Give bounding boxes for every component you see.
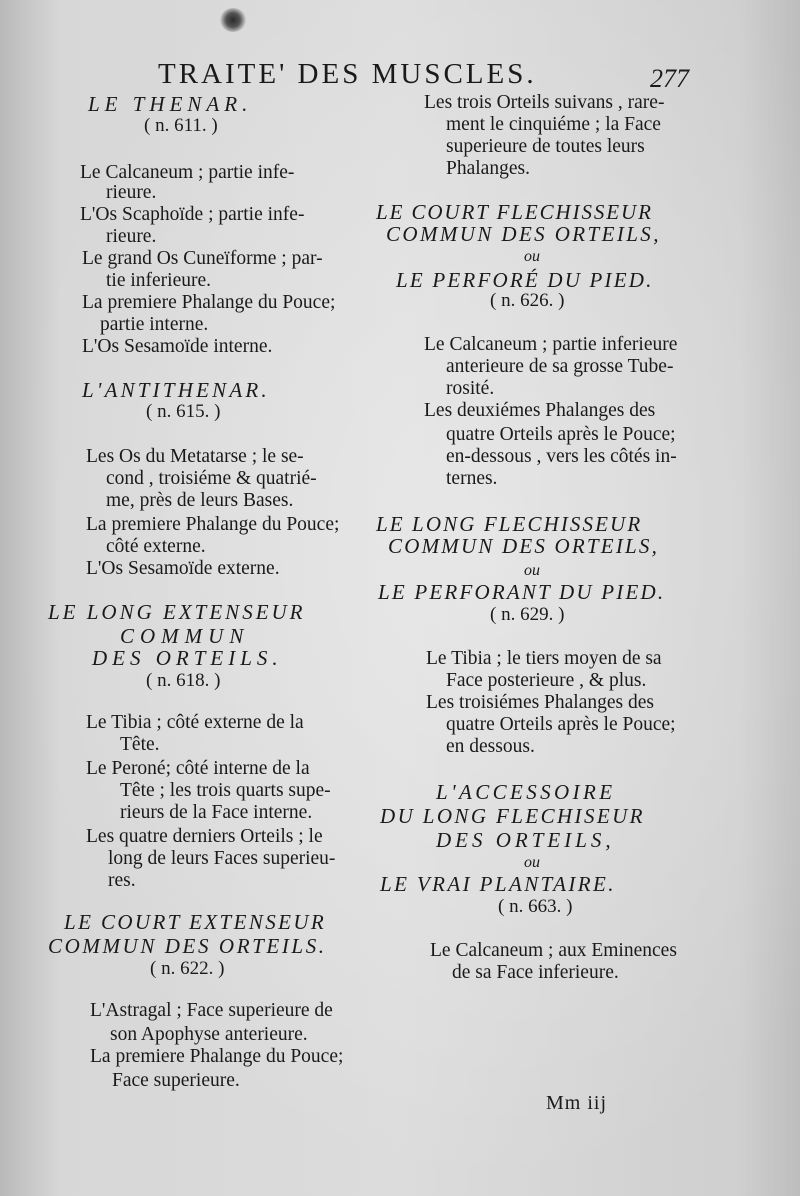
text-line: en-dessous , vers les côtés in- [446, 446, 677, 467]
section-alt-heading: LE PERFORÉ DU PIED. [396, 268, 654, 292]
text-line: ternes. [446, 468, 498, 489]
text-line: rieurs de la Face interne. [120, 802, 313, 823]
text-line: Les deuxiémes Phalanges des [424, 400, 656, 421]
section-heading-thenar: LE THENAR. [88, 92, 253, 116]
text-line: res. [108, 870, 136, 891]
text-line: La premiere Phalange du Pouce; [86, 514, 340, 535]
text-line: L'Os Sesamoïde interne. [82, 336, 273, 357]
text-line: La premiere Phalange du Pouce; [82, 292, 336, 313]
text-line: Les quatre derniers Orteils ; le [86, 826, 323, 847]
section-heading-line: COMMUN DES ORTEILS. [48, 934, 327, 958]
text-line: quatre Orteils après le Pouce; [446, 424, 676, 445]
text-line: Face posterieure , & plus. [446, 670, 647, 691]
text-line: son Apophyse anterieure. [110, 1024, 308, 1045]
text-line: long de leurs Faces superieu- [108, 848, 336, 869]
text-line: en dessous. [446, 736, 535, 757]
signature-mark: Mm iij [546, 1092, 608, 1114]
ou-connector: ou [524, 854, 540, 871]
text-line: Phalanges. [446, 158, 530, 179]
text-line: Tête. [120, 734, 160, 755]
ou-connector: ou [524, 248, 540, 265]
section-heading-line: COMMUN DES ORTEILS, [386, 222, 661, 246]
running-head: TRAITE' DES MUSCLES. [158, 58, 537, 90]
text-line: Le Peroné; côté interne de la [86, 758, 310, 779]
text-line: rieure. [106, 226, 157, 247]
section-heading-court-flechisseur: LE COURT FLECHISSEUR [376, 200, 653, 224]
ink-blot [220, 8, 246, 32]
section-heading-line: DES ORTEILS, [436, 828, 615, 852]
reference-number: ( n. 629. ) [490, 604, 565, 625]
section-alt-heading: LE PERFORANT DU PIED. [378, 580, 666, 604]
section-heading-long-flechisseur: LE LONG FLECHISSEUR [376, 512, 643, 536]
text-line: ment le cinquiéme ; la Face [446, 114, 661, 135]
text-line: L'Os Scaphoïde ; partie infe- [80, 204, 305, 225]
text-line: L'Os Sesamoïde externe. [86, 558, 280, 579]
reference-number: ( n. 663. ) [498, 896, 573, 917]
text-line: Les trois Orteils suivans , rare- [424, 92, 665, 113]
section-heading-line: COMMUN DES ORTEILS, [388, 534, 660, 558]
text-line: Le Calcaneum ; partie inferieure [424, 334, 678, 355]
section-heading-court-extenseur: LE COURT EXTENSEUR [64, 910, 327, 934]
text-line: anterieure de sa grosse Tube- [446, 356, 674, 377]
text-line: rieure. [106, 182, 157, 203]
text-line: partie interne. [100, 314, 209, 335]
section-heading-accessoire: L'ACCESSOIRE [436, 780, 616, 804]
reference-number: ( n. 626. ) [490, 290, 565, 311]
reference-number: ( n. 611. ) [144, 115, 218, 136]
text-line: La premiere Phalange du Pouce; [90, 1046, 344, 1067]
page-number: 277 [650, 64, 689, 93]
section-alt-heading: LE VRAI PLANTAIRE. [380, 872, 616, 896]
text-line: Le Calcaneum ; partie infe- [80, 162, 295, 183]
ou-connector: ou [524, 562, 540, 579]
text-line: Le Tibia ; côté externe de la [86, 712, 304, 733]
text-line: Le Calcaneum ; aux Eminences [430, 940, 677, 961]
text-line: tie inferieure. [106, 270, 212, 291]
text-line: cond , troisiéme & quatrié- [106, 468, 317, 489]
text-line: Les Os du Metatarse ; le se- [86, 446, 304, 467]
text-line: me, près de leurs Bases. [106, 490, 294, 511]
text-line: Le grand Os Cuneïforme ; par- [82, 248, 323, 269]
section-heading-line: COMMUN [120, 624, 250, 648]
section-heading-line: DES ORTEILS. [92, 646, 283, 670]
text-line: Le Tibia ; le tiers moyen de sa [426, 648, 662, 669]
section-heading-antithenar: L'ANTITHENAR. [82, 378, 270, 402]
section-heading-line: DU LONG FLECHISEUR [380, 804, 645, 828]
section-heading-long-extenseur: LE LONG EXTENSEUR [48, 600, 306, 624]
text-line: rosité. [446, 378, 495, 399]
text-line: quatre Orteils après le Pouce; [446, 714, 676, 735]
text-line: superieure de toutes leurs [446, 136, 645, 157]
text-line: Tête ; les trois quarts supe- [120, 780, 331, 801]
text-line: L'Astragal ; Face superieure de [90, 1000, 333, 1021]
reference-number: ( n. 622. ) [150, 958, 225, 979]
text-line: Les troisiémes Phalanges des [426, 692, 654, 713]
text-line: de sa Face inferieure. [452, 962, 619, 983]
text-line: côté externe. [106, 536, 206, 557]
text-line: Face superieure. [112, 1070, 240, 1091]
reference-number: ( n. 615. ) [146, 401, 221, 422]
reference-number: ( n. 618. ) [146, 670, 221, 691]
